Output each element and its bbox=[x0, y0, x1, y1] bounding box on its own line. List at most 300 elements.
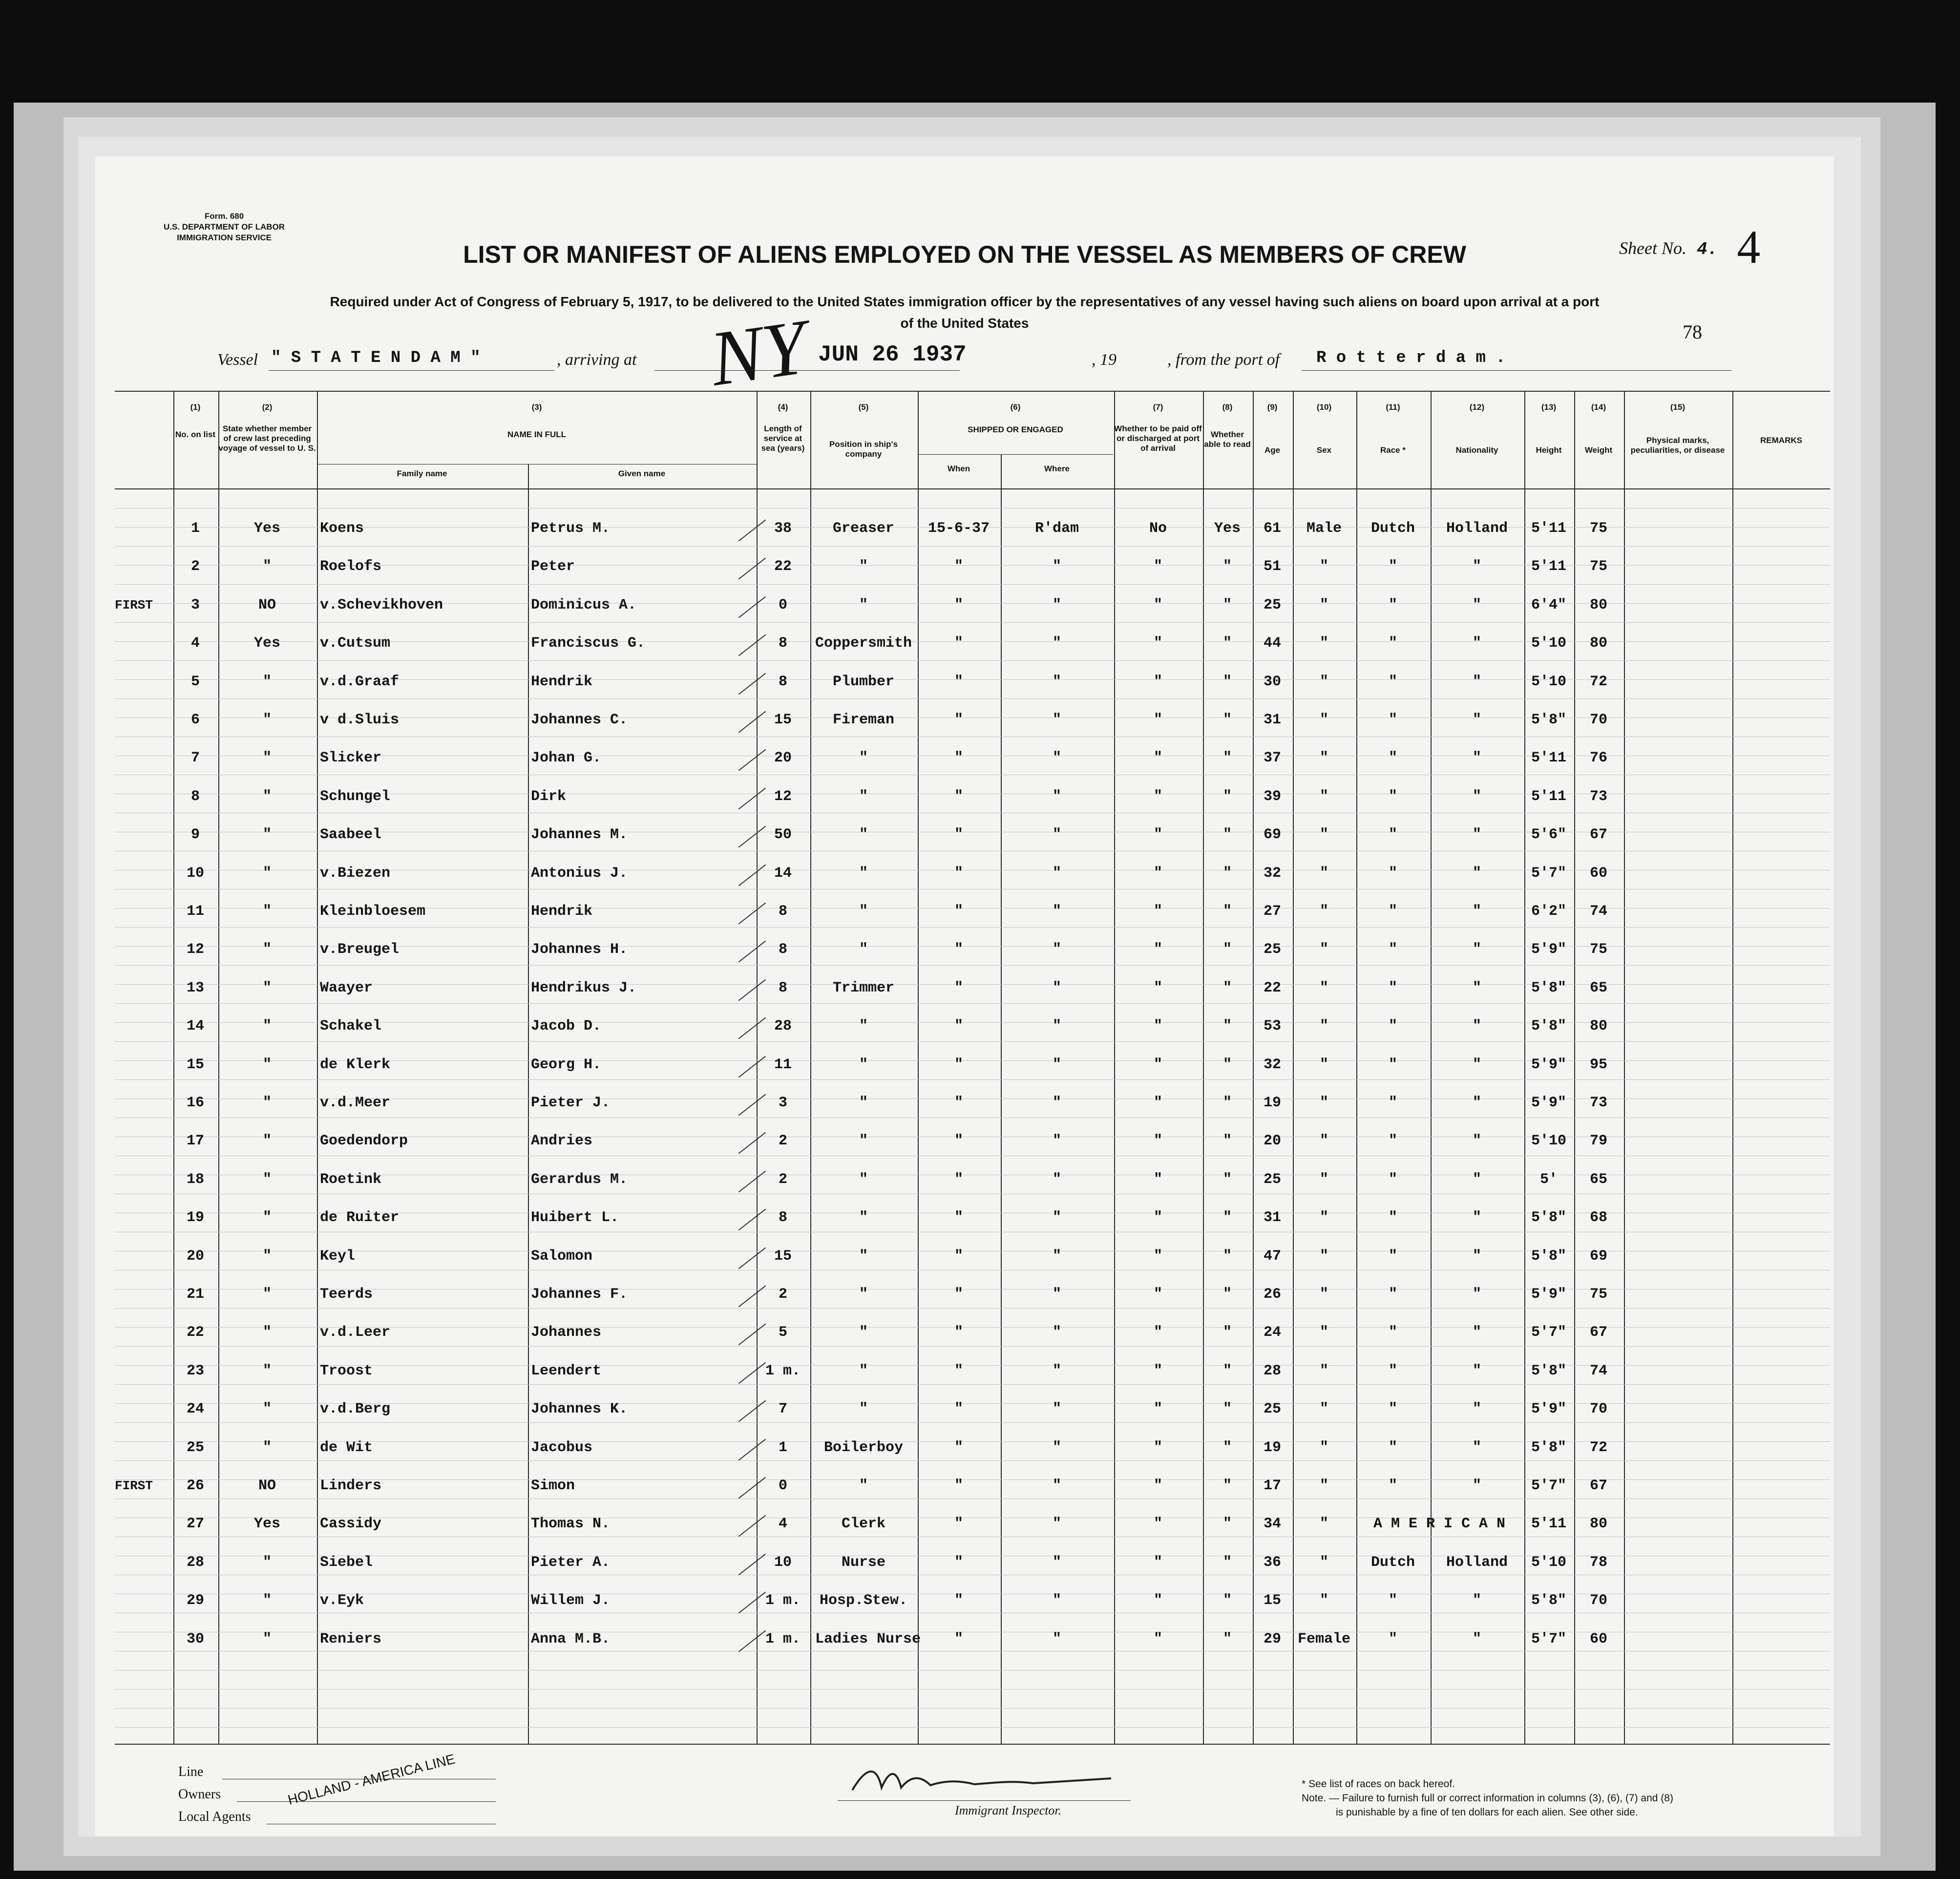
col-num-8: (8) bbox=[1222, 402, 1233, 412]
cell-service: 8 bbox=[778, 980, 787, 996]
cell-service: 5 bbox=[778, 1324, 787, 1341]
cell-age: 47 bbox=[1263, 1248, 1281, 1265]
col-num-5: (5) bbox=[858, 402, 869, 412]
cell-sex: " bbox=[1319, 1286, 1328, 1303]
cell-position: Hosp.Stew. bbox=[819, 1592, 908, 1609]
col-num-13: (13) bbox=[1541, 402, 1557, 412]
cell-position: " bbox=[859, 1324, 868, 1341]
cell-sex: Male bbox=[1306, 520, 1342, 537]
cell-race: " bbox=[1388, 1286, 1397, 1303]
cell-service: 7 bbox=[778, 1401, 787, 1417]
cell-service: 8 bbox=[778, 1209, 787, 1226]
table-rule bbox=[115, 1384, 1830, 1385]
cell-where: " bbox=[1052, 1018, 1061, 1035]
cell-height: 5'11 bbox=[1531, 558, 1566, 575]
cell-sex: " bbox=[1319, 1401, 1328, 1417]
cell-service: 2 bbox=[778, 1133, 787, 1149]
cell-sex: " bbox=[1319, 1516, 1328, 1532]
cell-position: Clerk bbox=[841, 1516, 885, 1532]
cell-race: " bbox=[1388, 750, 1397, 766]
cell-position: " bbox=[859, 1095, 868, 1111]
cell-sex: " bbox=[1319, 597, 1328, 613]
col-header-shipped: SHIPPED OR ENGAGED bbox=[968, 425, 1063, 434]
cell-when: " bbox=[954, 712, 963, 728]
table-rule bbox=[1624, 391, 1625, 1744]
cell-where: " bbox=[1052, 1209, 1061, 1226]
cell-given: Johannes F. bbox=[531, 1286, 628, 1303]
cell-race: A M E R I C A N bbox=[1373, 1516, 1506, 1532]
cell-age: 34 bbox=[1263, 1516, 1281, 1532]
table-rule bbox=[115, 1308, 1830, 1309]
cell-family: Keyl bbox=[320, 1248, 356, 1265]
col-header-age: Age bbox=[1264, 445, 1281, 455]
cell-when: " bbox=[954, 1248, 963, 1265]
sheet-number: 4. bbox=[1696, 239, 1718, 259]
cell-race: " bbox=[1388, 1592, 1397, 1609]
from-port-label: , from the port of bbox=[1167, 351, 1280, 369]
cell-family: v.Cutsum bbox=[320, 635, 391, 652]
col-header-position: Position in ship's company bbox=[829, 440, 898, 459]
cell-position: " bbox=[859, 750, 868, 766]
cell-family: v.d.Graaf bbox=[320, 674, 400, 690]
col-num-3: (3) bbox=[531, 402, 542, 412]
cell-read: " bbox=[1222, 941, 1232, 958]
cell-service: 0 bbox=[778, 597, 787, 613]
cell-nat: " bbox=[1472, 941, 1481, 958]
cell-age: 26 bbox=[1263, 1286, 1281, 1303]
cell-no: 5 bbox=[190, 674, 200, 690]
cell-position: Coppersmith bbox=[815, 635, 912, 652]
cell-race: " bbox=[1388, 980, 1397, 996]
cell-read: " bbox=[1222, 635, 1232, 652]
cell-last: " bbox=[262, 1401, 272, 1417]
cell-where: " bbox=[1052, 788, 1061, 805]
cell-last: " bbox=[262, 558, 272, 575]
cell-paid: " bbox=[1153, 788, 1162, 805]
cell-when: " bbox=[954, 1592, 963, 1609]
cell-position: " bbox=[859, 1056, 868, 1073]
arriving-port-handwritten: NY bbox=[705, 303, 812, 402]
cell-paid: " bbox=[1153, 903, 1162, 920]
cell-height: 5'9" bbox=[1531, 941, 1566, 958]
cell-paid: " bbox=[1153, 1631, 1162, 1647]
cell-family: Cassidy bbox=[320, 1516, 382, 1532]
cell-weight: 75 bbox=[1589, 941, 1607, 958]
cell-nat: " bbox=[1472, 1286, 1481, 1303]
cell-nat: " bbox=[1472, 1056, 1481, 1073]
cell-age: 27 bbox=[1263, 903, 1281, 920]
cell-last: " bbox=[262, 865, 272, 882]
penalty-note-1: Note. — Failure to furnish full or correct information in columns (3), (6), (7) and (8) bbox=[1302, 1793, 1673, 1804]
cell-race: " bbox=[1388, 826, 1397, 843]
cell-sex: " bbox=[1319, 1095, 1328, 1111]
cell-nat: " bbox=[1472, 788, 1481, 805]
cell-last: " bbox=[262, 1363, 272, 1379]
cell-nat: " bbox=[1472, 826, 1481, 843]
cell-service: 1 bbox=[778, 1439, 787, 1456]
cell-given: Pieter J. bbox=[531, 1095, 611, 1111]
cell-read: " bbox=[1222, 1554, 1232, 1571]
col-header-remarks: REMARKS bbox=[1760, 436, 1802, 445]
cell-race: " bbox=[1388, 1248, 1397, 1265]
cell-age: 44 bbox=[1263, 635, 1281, 652]
cell-age: 19 bbox=[1263, 1095, 1281, 1111]
cell-sex: " bbox=[1319, 1248, 1328, 1265]
cell-where: " bbox=[1052, 597, 1061, 613]
table-rule bbox=[115, 391, 1830, 392]
col-num-15: (15) bbox=[1670, 402, 1686, 412]
cell-age: 37 bbox=[1263, 750, 1281, 766]
cell-paid: " bbox=[1153, 597, 1162, 613]
stamp-number: 78 bbox=[1683, 321, 1702, 343]
cell-given: Andries bbox=[531, 1133, 593, 1149]
table-rule bbox=[115, 1744, 1830, 1745]
cell-given: Gerardus M. bbox=[531, 1171, 628, 1188]
cell-paid: " bbox=[1153, 1095, 1162, 1111]
cell-position: Plumber bbox=[832, 674, 895, 690]
cell-weight: 80 bbox=[1589, 635, 1607, 652]
cell-when: " bbox=[954, 1478, 963, 1494]
cell-paid: " bbox=[1153, 980, 1162, 996]
cell-weight: 67 bbox=[1589, 1478, 1607, 1494]
col-header-nationality: Nationality bbox=[1455, 445, 1498, 455]
cell-nat: " bbox=[1472, 635, 1481, 652]
cell-position: " bbox=[859, 788, 868, 805]
col-num-7: (7) bbox=[1153, 402, 1163, 412]
cell-position: " bbox=[859, 1286, 868, 1303]
cell-age: 15 bbox=[1263, 1592, 1281, 1609]
cell-no: 28 bbox=[186, 1554, 204, 1571]
cell-family: Roelofs bbox=[320, 558, 382, 575]
sheet-number-handwritten: 4 bbox=[1737, 221, 1761, 273]
cell-race: " bbox=[1388, 1056, 1397, 1073]
cell-paid: " bbox=[1153, 750, 1162, 766]
table-rule bbox=[115, 622, 1830, 623]
cell-nat: " bbox=[1472, 597, 1481, 613]
cell-height: 5'8" bbox=[1531, 1248, 1566, 1265]
arriving-label: , arriving at bbox=[557, 351, 637, 369]
cell-service: 22 bbox=[774, 558, 792, 575]
col-num-11: (11) bbox=[1386, 402, 1400, 412]
cell-race: " bbox=[1388, 1478, 1397, 1494]
cell-age: 28 bbox=[1263, 1363, 1281, 1379]
races-note: * See list of races on back hereof. bbox=[1302, 1778, 1455, 1790]
cell-service: 0 bbox=[778, 1478, 787, 1494]
cell-no: 16 bbox=[186, 1095, 204, 1111]
col-header-number: No. on list bbox=[175, 430, 216, 439]
cell-service: 2 bbox=[778, 1171, 787, 1188]
col-header-where: Where bbox=[1044, 464, 1070, 473]
cell-nat: " bbox=[1472, 1095, 1481, 1111]
cell-when: " bbox=[954, 1133, 963, 1149]
cell-last: " bbox=[262, 1133, 272, 1149]
cell-position: Nurse bbox=[841, 1554, 885, 1571]
cell-service: 1 m. bbox=[765, 1592, 801, 1609]
cell-weight: 79 bbox=[1589, 1133, 1607, 1149]
cell-position: " bbox=[859, 558, 868, 575]
cell-no: 6 bbox=[190, 712, 200, 728]
cell-nat: Holland bbox=[1446, 1554, 1508, 1571]
cell-sex: " bbox=[1319, 750, 1328, 766]
cell-when: 15-6-37 bbox=[927, 520, 990, 537]
cell-weight: 72 bbox=[1589, 674, 1607, 690]
cell-position: " bbox=[859, 597, 868, 613]
table-rule bbox=[317, 391, 318, 1744]
cell-height: 5'11 bbox=[1531, 788, 1566, 805]
cell-where: " bbox=[1052, 1554, 1061, 1571]
cell-service: 8 bbox=[778, 903, 787, 920]
cell-race: Dutch bbox=[1370, 520, 1415, 537]
cell-when: " bbox=[954, 1018, 963, 1035]
table-rule bbox=[115, 698, 1830, 699]
cell-last: " bbox=[262, 788, 272, 805]
cell-service: 4 bbox=[778, 1516, 787, 1532]
cell-given: Hendrikus J. bbox=[531, 980, 637, 996]
cell-family: Linders bbox=[320, 1478, 382, 1494]
cell-paid: " bbox=[1153, 1401, 1162, 1417]
cell-nat: " bbox=[1472, 750, 1481, 766]
cell-weight: 75 bbox=[1589, 1286, 1607, 1303]
cell-when: " bbox=[954, 1554, 963, 1571]
col-header-name: NAME IN FULL bbox=[507, 430, 566, 439]
cell-where: " bbox=[1052, 1592, 1061, 1609]
cell-sex: " bbox=[1319, 1171, 1328, 1188]
cell-height: 5'9" bbox=[1531, 1095, 1566, 1111]
cell-read: " bbox=[1222, 1286, 1232, 1303]
cell-read: " bbox=[1222, 1631, 1232, 1647]
cell-sex: " bbox=[1319, 635, 1328, 652]
cell-weight: 73 bbox=[1589, 1095, 1607, 1111]
cell-weight: 70 bbox=[1589, 1401, 1607, 1417]
cell-no: 9 bbox=[190, 826, 200, 843]
cell-where: " bbox=[1052, 826, 1061, 843]
cell-service: 1 m. bbox=[765, 1631, 801, 1647]
col-header-given-name: Given name bbox=[618, 469, 666, 478]
cell-weight: 74 bbox=[1589, 1363, 1607, 1379]
cell-sex: " bbox=[1319, 712, 1328, 728]
cell-given: Simon bbox=[531, 1478, 575, 1494]
table-rule bbox=[115, 927, 1830, 928]
cell-where: " bbox=[1052, 1133, 1061, 1149]
col-num-10: (10) bbox=[1316, 402, 1332, 412]
cell-age: 29 bbox=[1263, 1631, 1281, 1647]
cell-position: " bbox=[859, 1401, 868, 1417]
cell-paid: " bbox=[1153, 1554, 1162, 1571]
cell-race: " bbox=[1388, 1171, 1397, 1188]
table-rule bbox=[115, 1003, 1830, 1004]
col-header-race: Race * bbox=[1380, 445, 1406, 455]
cell-no: 22 bbox=[186, 1324, 204, 1341]
cell-no: 10 bbox=[186, 865, 204, 882]
cell-position: Trimmer bbox=[832, 980, 895, 996]
cell-last: " bbox=[262, 712, 272, 728]
table-rule bbox=[115, 1460, 1830, 1461]
penalty-note-2: is punishable by a fine of ten dollars for each alien. See other side. bbox=[1336, 1807, 1638, 1818]
year-label: , 19 bbox=[1092, 351, 1117, 369]
cell-paid: " bbox=[1153, 1324, 1162, 1341]
cell-weight: 78 bbox=[1589, 1554, 1607, 1571]
manifest-title: LIST OR MANIFEST OF ALIENS EMPLOYED ON THE VESSEL AS MEMBERS OF CREW bbox=[463, 241, 1466, 268]
cell-nat: " bbox=[1472, 558, 1481, 575]
cell-last: " bbox=[262, 1286, 272, 1303]
cell-when: " bbox=[954, 1324, 963, 1341]
cell-paid: " bbox=[1153, 1248, 1162, 1265]
cell-age: 31 bbox=[1263, 1209, 1281, 1226]
cell-race: " bbox=[1388, 1631, 1397, 1647]
cell-last: Yes bbox=[253, 635, 280, 652]
cell-position: " bbox=[859, 826, 868, 843]
cell-no: 25 bbox=[186, 1439, 204, 1456]
cell-race: " bbox=[1388, 1363, 1397, 1379]
cell-paid: " bbox=[1153, 1363, 1162, 1379]
cell-read: " bbox=[1222, 597, 1232, 613]
cell-last: " bbox=[262, 941, 272, 958]
cell-family: Roetink bbox=[320, 1171, 382, 1188]
col-num-9: (9) bbox=[1267, 402, 1278, 412]
cell-height: 5'8" bbox=[1531, 1592, 1566, 1609]
cell-height: 5'10 bbox=[1531, 635, 1566, 652]
cell-race: " bbox=[1388, 1439, 1397, 1456]
cell-service: 50 bbox=[774, 826, 792, 843]
cell-read: " bbox=[1222, 1401, 1232, 1417]
cell-where: " bbox=[1052, 674, 1061, 690]
cell-given: Johan G. bbox=[531, 750, 602, 766]
col-num-12: (12) bbox=[1469, 402, 1485, 412]
cell-given: Hendrik bbox=[531, 903, 593, 920]
col-header-family-name: Family name bbox=[397, 469, 447, 478]
owners-label: Owners bbox=[178, 1787, 221, 1802]
cell-last: " bbox=[262, 674, 272, 690]
cell-last: " bbox=[262, 1631, 272, 1647]
cell-where: " bbox=[1052, 903, 1061, 920]
cell-given: Antonius J. bbox=[531, 865, 628, 882]
cell-no: 7 bbox=[190, 750, 200, 766]
cell-paid: " bbox=[1153, 1171, 1162, 1188]
cell-read: " bbox=[1222, 1324, 1232, 1341]
cell-paid: " bbox=[1153, 1592, 1162, 1609]
cell-age: 61 bbox=[1263, 520, 1281, 537]
cell-age: 31 bbox=[1263, 712, 1281, 728]
cell-when: " bbox=[954, 597, 963, 613]
cell-height: 6'4" bbox=[1531, 597, 1566, 613]
cell-weight: 60 bbox=[1589, 1631, 1607, 1647]
cell-given: Jacobus bbox=[531, 1439, 593, 1456]
cell-sex: " bbox=[1319, 1554, 1328, 1571]
department-name: U.S. DEPARTMENT OF LABOR bbox=[164, 222, 285, 232]
cell-service: 38 bbox=[774, 520, 792, 537]
cell-read: " bbox=[1222, 1363, 1232, 1379]
cell-position: Boilerboy bbox=[823, 1439, 904, 1456]
cell-where: " bbox=[1052, 1439, 1061, 1456]
cell-height: 5'11 bbox=[1531, 750, 1566, 766]
cell-where: " bbox=[1052, 1056, 1061, 1073]
cell-when: " bbox=[954, 635, 963, 652]
table-rule bbox=[1732, 391, 1733, 1744]
cell-given: Dirk bbox=[531, 788, 567, 805]
cell-nat: " bbox=[1472, 1018, 1481, 1035]
manifest-subtitle-1: Required under Act of Congress of February 5, 1917, to be delivered to the United States immigration officer by the representatives of any vessel having such aliens on board upon arrival at a port bbox=[330, 294, 1600, 309]
cell-height: 6'2" bbox=[1531, 903, 1566, 920]
cell-family: Saabeel bbox=[320, 826, 382, 843]
cell-no: 14 bbox=[186, 1018, 204, 1035]
cell-no: 8 bbox=[190, 788, 200, 805]
vessel-name: " S T A T E N D A M " bbox=[271, 349, 481, 367]
col-num-6: (6) bbox=[1010, 402, 1021, 412]
cell-race: " bbox=[1388, 1401, 1397, 1417]
cell-family: Waayer bbox=[320, 980, 373, 996]
cell-no: 17 bbox=[186, 1133, 204, 1149]
cell-height: 5'10 bbox=[1531, 674, 1566, 690]
cell-service: 1 m. bbox=[765, 1363, 801, 1379]
cell-height: 5'7" bbox=[1531, 1478, 1566, 1494]
cell-where: " bbox=[1052, 1324, 1061, 1341]
cell-age: 51 bbox=[1263, 558, 1281, 575]
cell-sex: " bbox=[1319, 1018, 1328, 1035]
cell-weight: 65 bbox=[1589, 980, 1607, 996]
cell-when: " bbox=[954, 1516, 963, 1532]
cell-last: " bbox=[262, 1439, 272, 1456]
col-header-physical-marks: Physical marks, peculiarities, or disease bbox=[1630, 436, 1725, 455]
cell-sex: " bbox=[1319, 1592, 1328, 1609]
col-num-2: (2) bbox=[262, 402, 273, 412]
cell-sex: " bbox=[1319, 980, 1328, 996]
cell-service: 20 bbox=[774, 750, 792, 766]
cell-height: 5'9" bbox=[1531, 1286, 1566, 1303]
cell-given: Johannes H. bbox=[531, 941, 628, 958]
cell-weight: 69 bbox=[1589, 1248, 1607, 1265]
cell-position: " bbox=[859, 1018, 868, 1035]
col-header-able-to-read: Whether able to read bbox=[1204, 430, 1251, 449]
cell-where: " bbox=[1052, 1516, 1061, 1532]
cell-race: " bbox=[1388, 1018, 1397, 1035]
cell-position: Ladies Nurse bbox=[815, 1631, 921, 1647]
cell-where: " bbox=[1052, 1363, 1061, 1379]
cell-given: Johannes C. bbox=[531, 712, 628, 728]
col-header-last-voyage: State whether member of crew last preceding voyage of vessel to U. S. bbox=[218, 424, 316, 453]
cell-last: " bbox=[262, 1324, 272, 1341]
cell-where: " bbox=[1052, 941, 1061, 958]
cell-height: 5'7" bbox=[1531, 865, 1566, 882]
cell-family: de Ruiter bbox=[320, 1209, 400, 1226]
cell-family: v.d.Leer bbox=[320, 1324, 391, 1341]
cell-when: " bbox=[954, 865, 963, 882]
cell-race: Dutch bbox=[1370, 1554, 1415, 1571]
cell-no: 21 bbox=[186, 1286, 204, 1303]
cell-sex: " bbox=[1319, 1478, 1328, 1494]
cell-when: " bbox=[954, 1209, 963, 1226]
col-header-when: When bbox=[947, 464, 970, 473]
cell-last: NO bbox=[258, 1478, 276, 1494]
cell-nat: " bbox=[1472, 1171, 1481, 1188]
cell-paid: " bbox=[1153, 635, 1162, 652]
cell-given: Jacob D. bbox=[531, 1018, 602, 1035]
cell-read: " bbox=[1222, 1133, 1232, 1149]
cell-nat: " bbox=[1472, 1133, 1481, 1149]
cell-sex: " bbox=[1319, 788, 1328, 805]
cell-race: " bbox=[1388, 597, 1397, 613]
cell-height: 5'9" bbox=[1531, 1401, 1566, 1417]
cell-position: " bbox=[859, 1248, 868, 1265]
cell-read: " bbox=[1222, 1478, 1232, 1494]
cell-read: " bbox=[1222, 903, 1232, 920]
cell-service: 2 bbox=[778, 1286, 787, 1303]
cell-no: 12 bbox=[186, 941, 204, 958]
cell-no: 27 bbox=[186, 1516, 204, 1532]
cell-given: Pieter A. bbox=[531, 1554, 611, 1571]
cell-when: " bbox=[954, 1286, 963, 1303]
cell-sex: " bbox=[1319, 941, 1328, 958]
cell-read: " bbox=[1222, 1439, 1232, 1456]
